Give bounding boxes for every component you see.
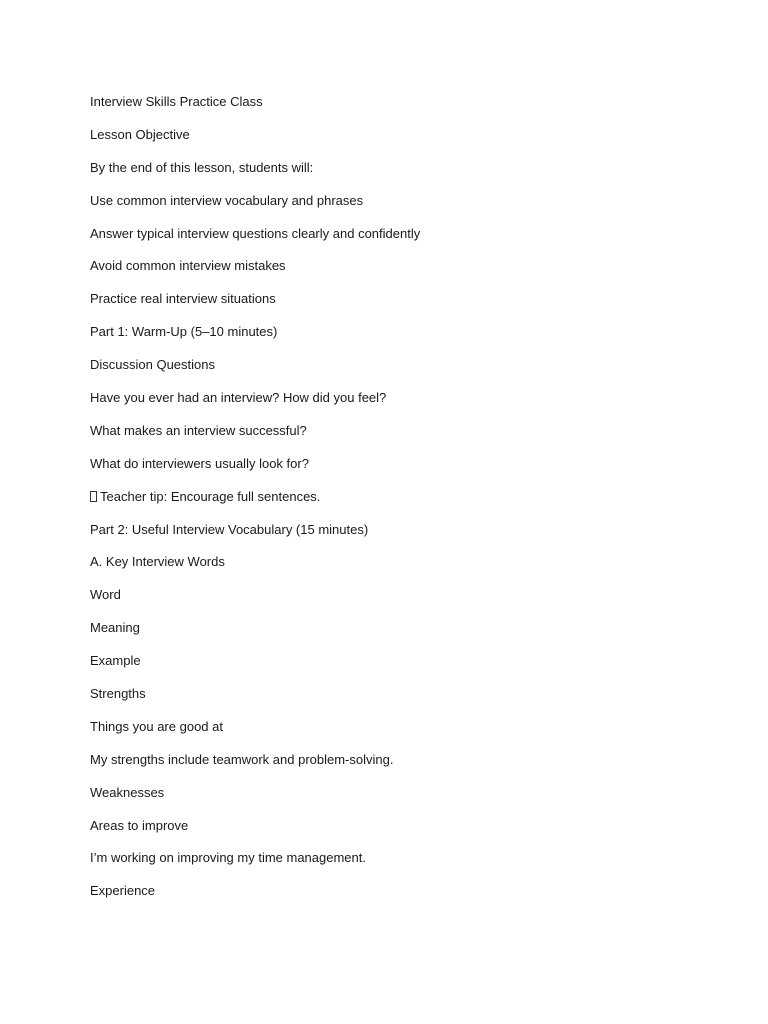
document-title: Interview Skills Practice Class — [90, 94, 263, 109]
table-header-cell: Meaning — [90, 620, 140, 636]
objective-item: Answer typical interview questions clearly and confidently — [90, 225, 421, 241]
paragraph: By the end of this lesson, students will: — [90, 159, 314, 175]
subsection-heading: Discussion Questions — [90, 357, 215, 373]
table-header-cell: Word — [90, 587, 121, 603]
table-cell: I’m working on improving my time management. — [90, 850, 366, 866]
table-header-cell: Example — [90, 653, 141, 669]
objective-item: Practice real interview situations — [90, 291, 276, 307]
subsection-heading: A. Key Interview Words — [90, 554, 225, 570]
objective-item: Use common interview vocabulary and phrases — [90, 192, 364, 208]
teacher-tip: Teacher tip: Encourage full sentences. — [90, 487, 710, 520]
objective-item: Avoid common interview mistakes — [90, 258, 286, 274]
table-cell: Things you are good at — [90, 718, 223, 734]
table-cell: Experience — [90, 883, 156, 899]
missing-glyph-icon — [90, 491, 97, 502]
document-body — [90, 92, 710, 914]
table-cell: Strengths — [90, 686, 146, 702]
discussion-question: Have you ever had an interview? How did you feel? — [90, 390, 387, 406]
table-cell: Areas to improve — [90, 817, 189, 833]
part-heading: Part 1: Warm-Up (5–10 minutes) — [90, 324, 278, 340]
section-heading: Lesson Objective — [90, 126, 190, 142]
table-cell: My strengths include teamwork and problem-solving. — [90, 751, 394, 767]
part-heading: Part 2: Useful Interview Vocabulary (15 minutes) — [90, 521, 369, 537]
discussion-question: What makes an interview successful? — [90, 422, 307, 438]
discussion-question: What do interviewers usually look for? — [90, 455, 309, 471]
table-cell: Weaknesses — [90, 784, 165, 800]
